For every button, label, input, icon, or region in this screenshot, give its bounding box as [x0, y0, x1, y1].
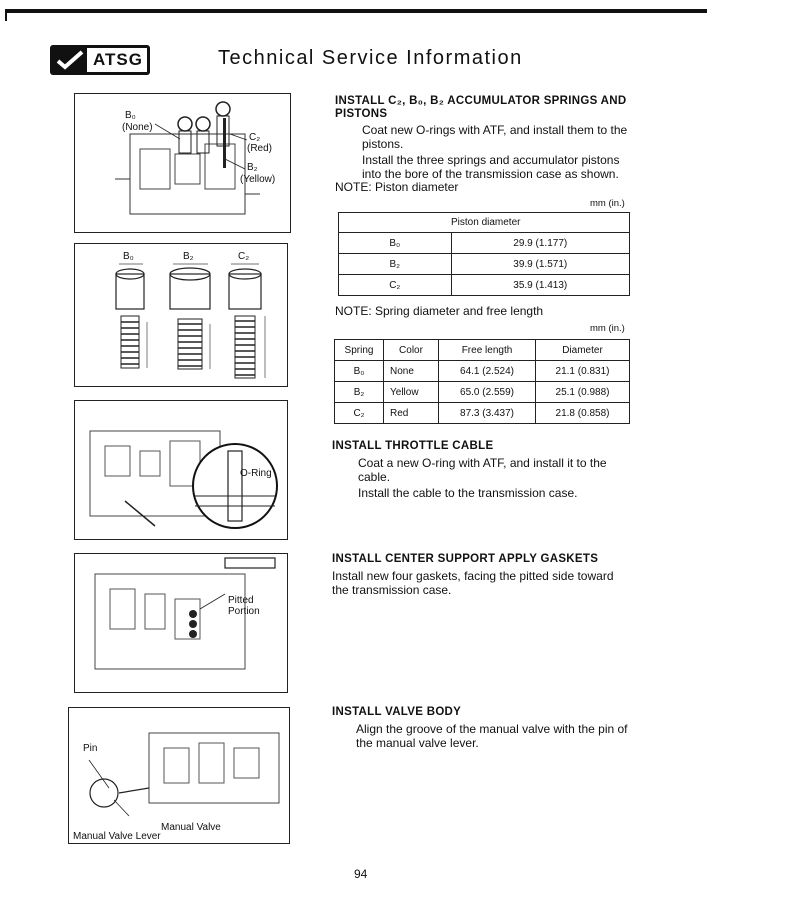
spring-table-header: Diameter — [536, 340, 630, 361]
piston-table-corner — [339, 213, 452, 233]
spring-cell: Red — [384, 403, 439, 424]
section3-para1: Install new four gaskets, facing the pitted side toward the transmission case. — [332, 569, 614, 597]
fig5-label-manual-valve: Manual Valve — [161, 822, 221, 833]
fig1-label-none: (None) — [122, 122, 153, 133]
fig3-label-o-ring: O-Ring — [240, 468, 272, 479]
spring-table-header: Free length — [439, 340, 536, 361]
figure-accumulator-case — [74, 93, 291, 233]
section1-unit2: mm (in.) — [590, 323, 625, 334]
logo-text: ATSG — [93, 50, 143, 69]
spring-table — [334, 339, 630, 424]
section1-title-line1: INSTALL C₂, B₀, B₂ ACCUMULATOR SPRINGS AND — [335, 95, 627, 107]
spring-cell: 21.8 (0.858) — [536, 403, 630, 424]
figure-center-support-gaskets — [74, 553, 288, 693]
spring-cell: B₂ — [335, 382, 384, 403]
section3-title: INSTALL CENTER SUPPORT APPLY GASKETS — [332, 553, 599, 565]
spring-cell: B₀ — [335, 361, 384, 382]
section1-unit1: mm (in.) — [590, 198, 625, 209]
spring-cell: 65.0 (2.559) — [439, 382, 536, 403]
spring-table-header: Spring — [335, 340, 384, 361]
fig2-label-b0: B₀ — [123, 251, 134, 262]
checkmark-icon — [53, 48, 87, 72]
section1-note1: NOTE: Piston diameter — [335, 180, 459, 194]
piston-row-label: B₀ — [339, 233, 452, 254]
section1-note2: NOTE: Spring diameter and free length — [335, 304, 544, 318]
piston-row-value: 39.9 (1.571) — [451, 254, 630, 275]
piston-b0-drawing — [116, 269, 144, 368]
piston-diameter-table — [338, 212, 630, 296]
left-rule-tick — [5, 9, 7, 21]
page-number: 94 — [354, 867, 368, 881]
fig1-label-b2: B₂ — [247, 162, 258, 173]
piston-c2-drawing — [229, 269, 261, 378]
spring-cell: 64.1 (2.524) — [439, 361, 536, 382]
spring-cell: 87.3 (3.437) — [439, 403, 536, 424]
section4-para1: Align the groove of the manual valve with the pin of the manual valve lever. — [356, 722, 628, 750]
figure-valve-body — [68, 707, 290, 844]
section1-title-line2: PISTONS — [335, 108, 388, 120]
section4-title: INSTALL VALVE BODY — [332, 706, 462, 718]
fig1-label-yellow: (Yellow) — [240, 174, 276, 185]
figure-pistons-springs — [74, 243, 288, 387]
fig4-label-pitted: Pitted — [228, 595, 254, 606]
piston-row-value: 29.9 (1.177) — [451, 233, 630, 254]
fig2-label-b2: B₂ — [183, 251, 194, 262]
spring-cell: Yellow — [384, 382, 439, 403]
section1-para2: Install the three springs and accumulator pistons into the bore of the transmission case as shown. — [362, 153, 620, 181]
fig4-label-portion: Portion — [228, 606, 260, 617]
section2-title: INSTALL THROTTLE CABLE — [332, 440, 494, 452]
piston-row-label: C₂ — [339, 275, 452, 296]
piston-row-value: 35.9 (1.413) — [451, 275, 630, 296]
fig5-label-manual-valve-lever: Manual Valve Lever — [73, 831, 161, 842]
spring-cell: 25.1 (0.988) — [536, 382, 630, 403]
section2-para1: Coat a new O-ring with ATF, and install it to the cable. — [358, 456, 607, 484]
atsg-logo — [50, 45, 150, 75]
fig1-label-c2: C₂ — [249, 132, 261, 143]
figure-throttle-cable — [74, 400, 288, 540]
spring-cell: None — [384, 361, 439, 382]
section2-para2: Install the cable to the transmission case. — [358, 486, 578, 500]
fig1-label-b0: B₀ — [125, 110, 136, 121]
piston-row-label: B₂ — [339, 254, 452, 275]
fig2-label-c2: C₂ — [238, 251, 250, 262]
fig1-label-red: (Red) — [247, 143, 273, 154]
piston-table-header: Piston diameter — [451, 213, 630, 233]
section1-para1: Coat new O-rings with ATF, and install them to the pistons. — [362, 123, 628, 151]
spring-cell: 21.1 (0.831) — [536, 361, 630, 382]
spring-table-header: Color — [384, 340, 439, 361]
spring-cell: C₂ — [335, 403, 384, 424]
top-rule — [5, 9, 707, 13]
fig5-label-pin: Pin — [83, 743, 98, 754]
page-title: Technical Service Information — [218, 47, 523, 69]
